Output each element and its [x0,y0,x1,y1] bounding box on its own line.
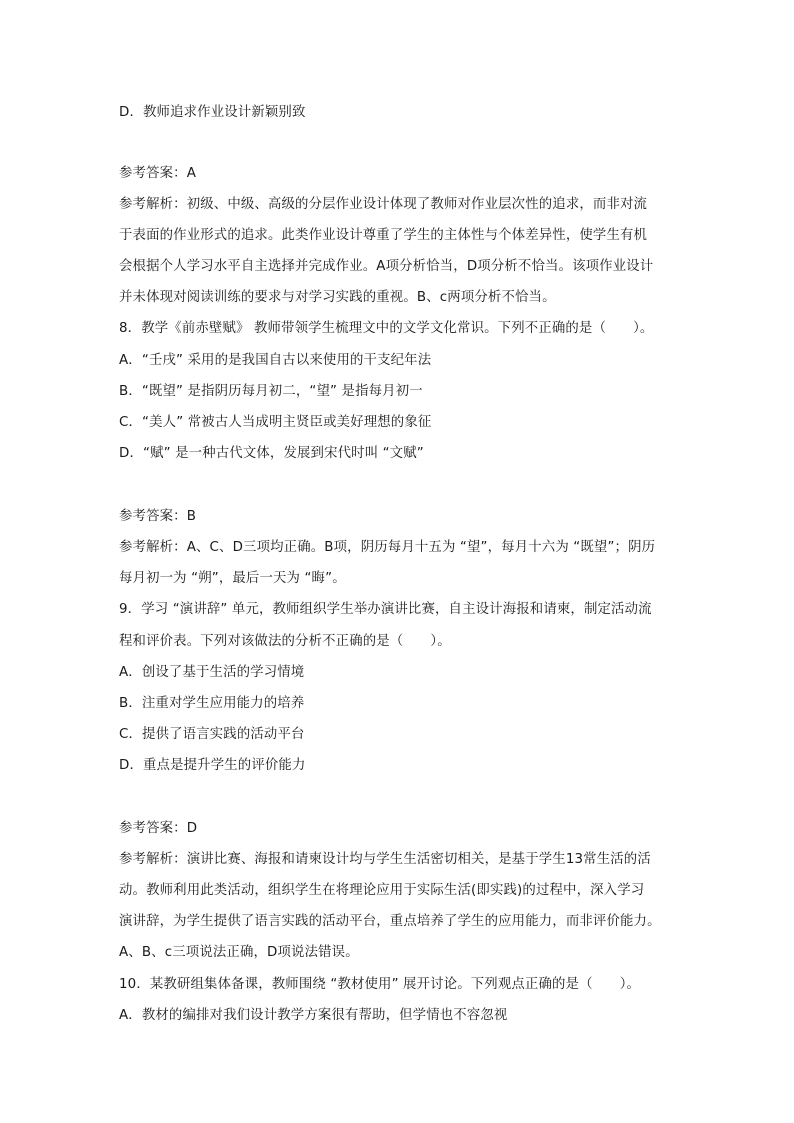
q8-answer: 参考答案：B [119,509,197,524]
q7-answer: 参考答案：A [119,166,197,181]
q8-option-b: B．“既望” 是指阴历每月初二，“望” 是指每月初一 [119,384,423,399]
q10-question: 10．某教研组集体备课，教师围绕 “教材使用” 展开讨论。下列观点正确的是（ ）。 [119,977,641,992]
q9-answer: 参考答案：D [119,821,198,836]
q7-analysis-line: 并未体现对阅读训练的要求与对学习实践的重视。B、c两项分析不恰当。 [119,290,556,305]
q8-option-a: A．“壬戌” 采用的是我国自古以来使用的干支纪年法 [119,353,432,368]
q9-question-line: 程和评价表。下列对该做法的分析不正确的是（ ）。 [119,634,451,649]
q8-analysis-line: 每月初一为 “朔”，最后一天为 “晦”。 [119,571,346,586]
q9-analysis-line: 演讲辞，为学生提供了语言实践的活动平台，重点培养了学生的应用能力，而非评价能力。 [119,914,661,929]
q7-analysis-line: 参考解析：初级、中级、高级的分层作业设计体现了教师对作业层次性的追求，而非对流 [119,197,648,212]
q8-analysis-line: 参考解析：A、C、D三项均正确。B项，阴历每月十五为 “望”，每月十六为 “既望”；阴历 [119,540,656,555]
q7-analysis-line: 于表面的作业形式的追求。此类作业设计尊重了学生的主体性与个体差异性，使学生有机 [119,228,648,243]
q7-option-d: D．教师追求作业设计新颖别致 [119,105,306,120]
q8-option-d: D．“赋” 是一种古代文体，发展到宋代时叫 “文赋” [119,446,424,461]
q9-option-d: D．重点是提升学生的评价能力 [119,758,306,773]
q9-analysis-line: 参考解析：演讲比赛、海报和请柬设计均与学生生活密切相关，是基于学生13常生活的活 [119,852,651,867]
q9-analysis-line: 动。教师利用此类活动，组织学生在将理论应用于实际生活(即实践)的过程中，深入学习 [119,883,645,898]
q9-question-line: 9．学习 “演讲辞” 单元，教师组织学生举办演讲比赛，自主设计海报和请柬，制定活动流 [119,602,652,617]
q8-question: 8．教学《前赤壁赋》 教师带领学生梳理文中的文学文化常识。下列不正确的是（ ）。 [119,321,654,336]
q10-option-a: A．教材的编排对我们设计教学方案很有帮助，但学情也不容忽视 [119,1008,508,1023]
q9-option-b: B．注重对学生应用能力的培养 [119,696,305,711]
q9-option-a: A．创设了基于生活的学习情境 [119,665,305,680]
q9-option-c: C．提供了语言实践的活动平台 [119,727,305,742]
q7-analysis-line: 会根据个人学习水平自主选择并完成作业。A项分析恰当，D项分析不恰当。该项作业设计 [119,259,654,274]
q9-analysis-line: A、B、c三项说法正确，D项说法错误。 [119,945,359,960]
q8-option-c: C．“美人” 常被古人当成明主贤臣或美好理想的象征 [119,415,432,430]
